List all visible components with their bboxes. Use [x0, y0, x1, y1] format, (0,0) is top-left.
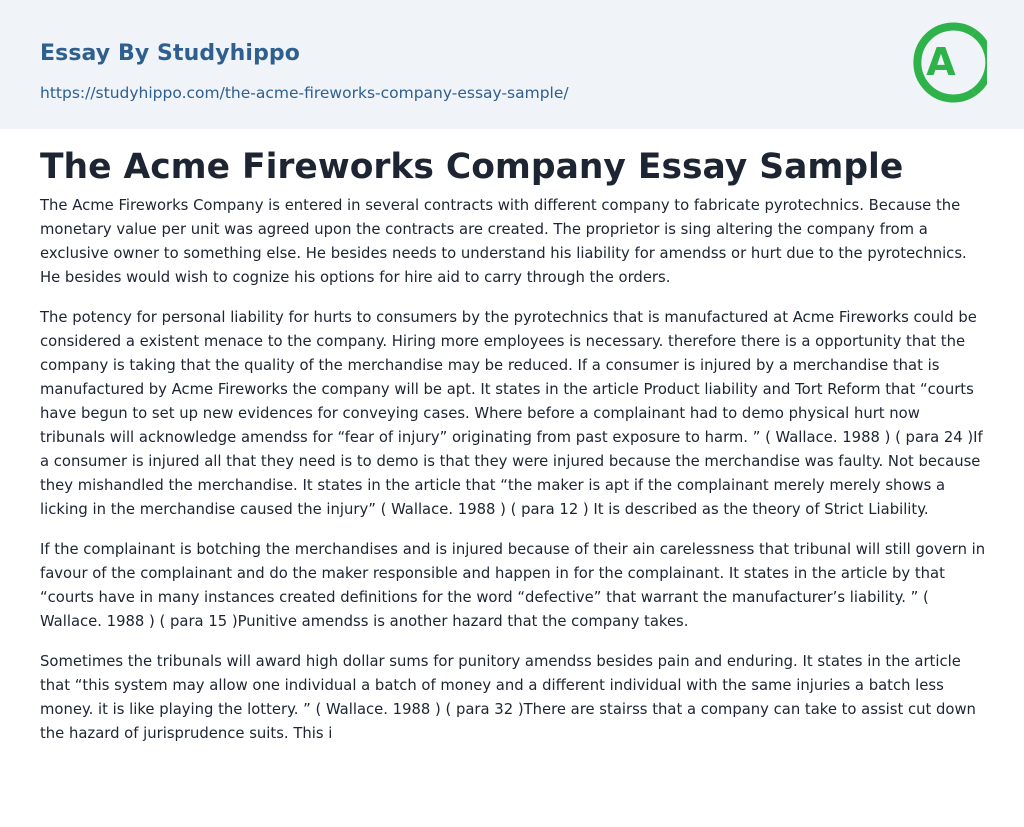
article-paragraph: The potency for personal liability for hurts to consumers by the pyrotechnics that is manufactured at Acme Fireworks could be considered a existent menace to the company. Hiring more employees is necessary. therefore there is a opportunity that the company is taking that the quality of the merchandise may be reduced. If a consumer is injured by a merchandise that is manufactured by Acme Fireworks the company will be apt. It states in the article Product liability and Tort Reform that “courts have begun to set up new evidences for conveying cases. Where before a complainant had to demo physical hurt now tribunals will acknowledge amendss for “fear of injury” originating from past exposure to harm. ” ( Wallace. 1988 ) ( para 24 )If a consumer is injured all that they need is to demo is that they were injured because the merchandise was faulty. Not because they mishandled the merchandise. It states in the article that “the maker is apt if the complainant merely merely shows a licking in the merchandise caused the injury” ( Wallace. 1988 ) ( para 12 ) It is described as the theory of Strict Liability. [40, 309, 983, 518]
page-url-link[interactable]: https://studyhippo.com/the-acme-fireworks-company-essay-sample/ [40, 84, 569, 102]
article-paragraph: Sometimes the tribunals will award high dollar sums for punitory amendss besides pain and enduring. It states in the article that “this system may allow one individual a batch of money and a different individual with the same injuries a batch less money. it is like playing the lottery. ” ( Wallace. 1988 ) ( para 32 )There are stairss that a company can take to assist cut down the hazard of jurisprudence suits. This i [40, 653, 976, 742]
page-title: The Acme Fireworks Company Essay Sample [40, 147, 904, 187]
studyhippo-logo-icon[interactable] [912, 19, 987, 106]
article-body [40, 194, 986, 762]
article-paragraph: The Acme Fireworks Company is entered in several contracts with different company to fabricate pyrotechnics. Because the monetary value per unit was agreed upon the contracts are created. The proprietor is sing altering the company from a exclusive owner to something else. He besides needs to understand his liability for amendss or hurt due to the pyrotechnics. He besides would wish to cognize his options for hire aid to carry through the orders. [40, 197, 967, 286]
site-brand[interactable]: Essay By Studyhippo [40, 41, 300, 66]
article-paragraph: If the complainant is botching the merchandises and is injured because of their ain carelessness that tribunal will still govern in favour of the complainant and do the maker responsible and happen in for the complainant. It states in the article by that “courts have in many instances created definitions for the word “defective” that warrant the manufacturer’s liability. ” ( Wallace. 1988 ) ( para 15 )Punitive amendss is another hazard that the company takes. [40, 541, 986, 630]
logo-letter: A [926, 40, 956, 84]
